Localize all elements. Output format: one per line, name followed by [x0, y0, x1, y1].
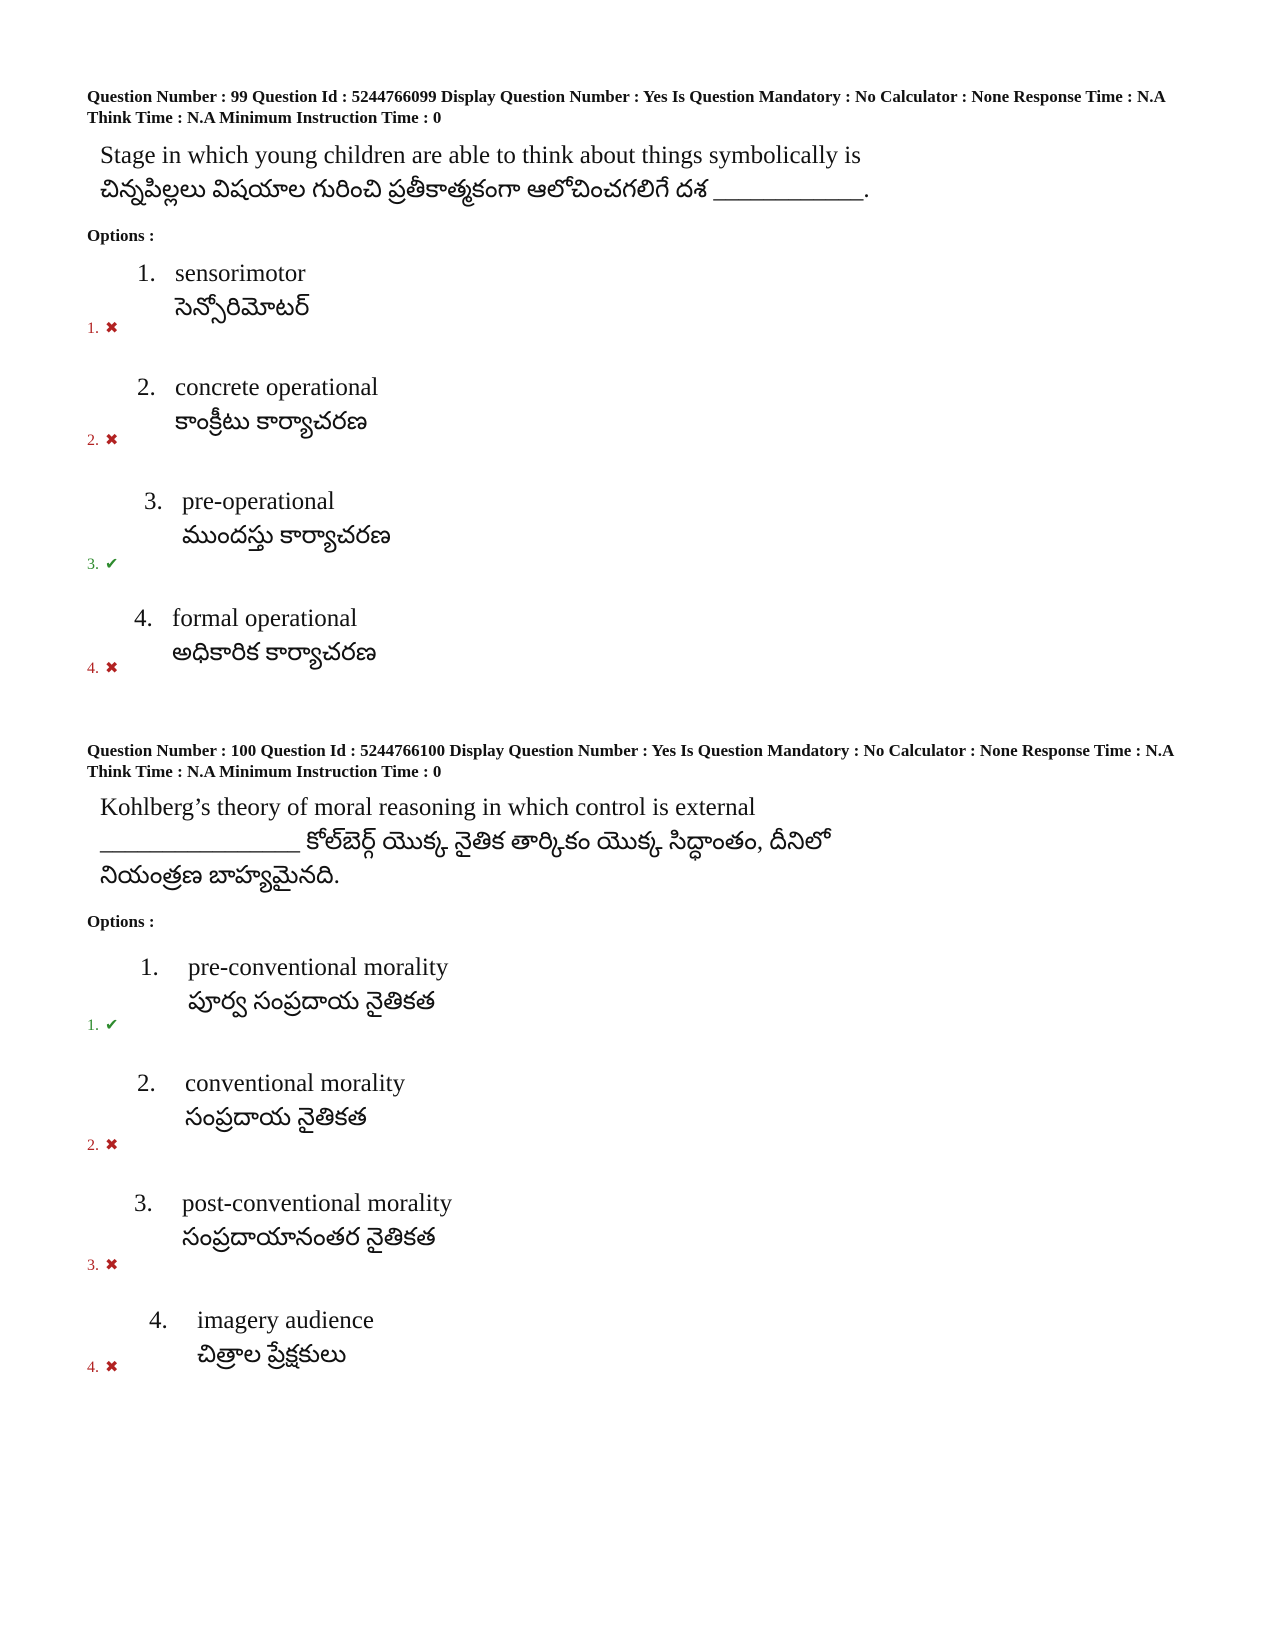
mark-number: 3. — [87, 556, 99, 573]
option-text-te: సంప్రదాయ నైతికత — [185, 1104, 368, 1131]
option-text-te: అధికారిక కార్యాచరణ — [172, 639, 377, 666]
option-number: 3. — [144, 488, 163, 515]
option-text-en: imagery audience — [197, 1307, 374, 1334]
option-item — [149, 1303, 374, 1368]
option-mark — [87, 554, 118, 574]
option-mark — [87, 658, 118, 678]
cross-icon: ✖ — [105, 432, 119, 449]
check-icon: ✔ — [105, 556, 119, 573]
option-text-en: pre-operational — [182, 488, 335, 515]
option-text-en: formal operational — [172, 605, 358, 632]
option-mark — [87, 1015, 118, 1035]
option-number: 2. — [137, 1070, 156, 1097]
cross-icon: ✖ — [105, 1359, 119, 1376]
question-meta: Question Number : 99 Question Id : 5244766099 Display Question Number : Yes Is Question Mandatory : No Calculator : None Response Time : N.A Think Time : N.A Minimum Instruction Time : 0 — [87, 87, 1165, 127]
options-label: Options : — [87, 912, 155, 931]
question-stem-te: చిన్నపిల్లలు విషయాల గురించి ప్రతీకాత్మకంగా ఆలోచించగలిగే దశ ____________. — [100, 176, 870, 203]
cross-icon: ✖ — [105, 1137, 119, 1154]
option-text-en: pre-conventional morality — [188, 954, 449, 981]
question-stem-en: Stage in which young children are able to think about things symbolically is — [100, 142, 861, 169]
question-meta: Question Number : 100 Question Id : 5244766100 Display Question Number : Yes Is Question Mandatory : No Calculator : None Response Time : N.A Think Time : N.A Minimum Instruction Time : 0 — [87, 741, 1174, 781]
option-mark — [87, 1255, 118, 1275]
option-number: 3. — [134, 1190, 153, 1217]
mark-number: 4. — [87, 660, 99, 677]
mark-number: 3. — [87, 1257, 99, 1274]
mark-number: 2. — [87, 432, 99, 449]
option-item — [134, 1186, 453, 1251]
option-item — [134, 601, 377, 666]
option-text-te: ముందస్తు కార్యాచరణ — [182, 522, 391, 549]
option-item — [137, 370, 379, 435]
option-text-te: సంప్రదాయానంతర నైతికత — [182, 1224, 436, 1251]
mark-number: 4. — [87, 1359, 99, 1376]
mark-number: 1. — [87, 1017, 99, 1034]
option-text-te: సెన్సోరిమోటర్ — [175, 294, 310, 321]
check-icon: ✔ — [105, 1017, 119, 1034]
option-text-te: చిత్రాల ప్రేక్షకులు — [197, 1341, 347, 1368]
option-mark — [87, 1135, 118, 1155]
options-label: Options : — [87, 226, 155, 245]
option-item — [144, 484, 391, 549]
option-number: 4. — [134, 605, 153, 632]
question-stem-en: Kohlberg’s theory of moral reasoning in which control is external — [100, 794, 756, 821]
mark-number: 1. — [87, 320, 99, 337]
option-item — [137, 1066, 406, 1131]
option-text-en: conventional morality — [185, 1070, 406, 1097]
option-number: 4. — [149, 1307, 168, 1334]
option-item — [140, 950, 449, 1015]
option-mark — [87, 318, 118, 338]
option-number: 1. — [140, 954, 159, 981]
question-stem-te: నియంత్రణ బాహ్యమైనది. — [100, 862, 340, 889]
option-item — [137, 256, 310, 321]
mark-number: 2. — [87, 1137, 99, 1154]
cross-icon: ✖ — [105, 320, 119, 337]
question-stem-te: ________________ కోల్‌బెర్గ్ యొక్క నైతిక తార్కికం యొక్క సిద్ధాంతం, దీనిలో — [100, 828, 831, 855]
option-text-en: post-conventional morality — [182, 1190, 453, 1217]
option-number: 2. — [137, 374, 156, 401]
option-text-en: concrete operational — [175, 374, 379, 401]
option-mark — [87, 430, 118, 450]
option-text-te: కాంక్రీటు కార్యాచరణ — [175, 408, 368, 435]
option-number: 1. — [137, 260, 156, 287]
cross-icon: ✖ — [105, 1257, 119, 1274]
option-mark — [87, 1357, 118, 1377]
cross-icon: ✖ — [105, 660, 119, 677]
option-text-te: పూర్వ సంప్రదాయ నైతికత — [188, 988, 436, 1015]
option-text-en: sensorimotor — [175, 260, 306, 287]
